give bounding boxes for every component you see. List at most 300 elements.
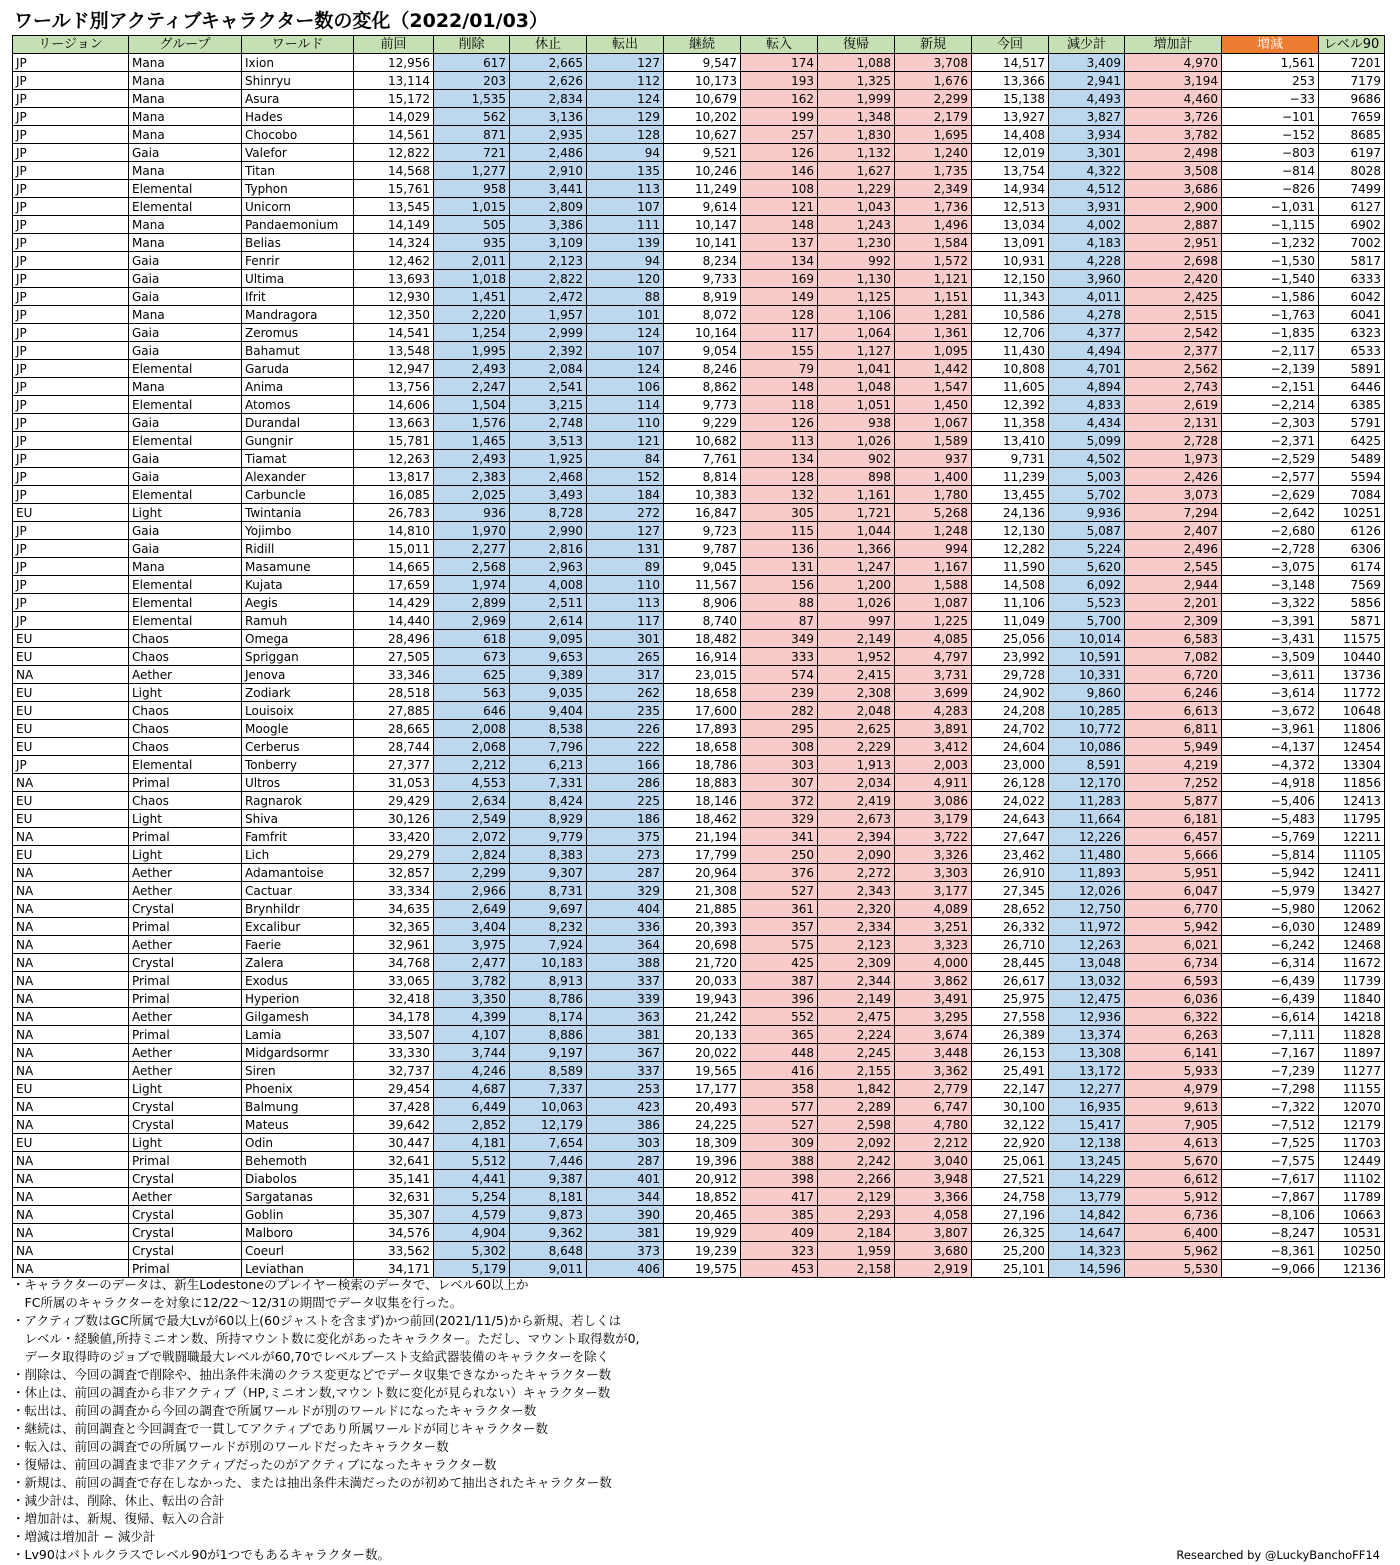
cell-group: Crystal (129, 954, 242, 972)
cell-increase-total: 6,181 (1125, 810, 1222, 828)
cell-transfer-in: 365 (741, 1026, 818, 1044)
cell-previous: 14,429 (354, 594, 434, 612)
cell-group: Mana (129, 162, 242, 180)
cell-deleted: 4,181 (434, 1134, 510, 1152)
cell-region: EU (13, 504, 129, 522)
cell-transfer-in: 396 (741, 990, 818, 1008)
cell-continued: 24,225 (664, 1116, 741, 1134)
cell-transfer-in: 417 (741, 1188, 818, 1206)
cell-new: 3,448 (895, 1044, 972, 1062)
cell-group: Gaia (129, 468, 242, 486)
cell-inactive: 2,665 (510, 54, 587, 72)
cell-decrease-total: 4,701 (1049, 360, 1125, 378)
cell-previous: 34,768 (354, 954, 434, 972)
cell-returned: 2,334 (818, 918, 895, 936)
cell-transfer-in: 113 (741, 432, 818, 450)
cell-level90: 11672 (1319, 954, 1385, 972)
cell-new: 1,248 (895, 522, 972, 540)
cell-increase-total: 5,670 (1125, 1152, 1222, 1170)
note-line: ・削除は、今回の調査で削除や、抽出条件未満のクラス変更などでデータ収集できなかったキャラクター数 (12, 1367, 612, 1382)
cell-transfer-in: 146 (741, 162, 818, 180)
cell-deleted: 2,477 (434, 954, 510, 972)
cell-transfer-out: 367 (587, 1044, 664, 1062)
note-line: データ取得時のジョブで戦闘職最大レベルが60,70でレベルブースト支給武器装備のキャラクターを除く (12, 1349, 610, 1364)
cell-current: 27,647 (972, 828, 1049, 846)
cell-transfer-out: 364 (587, 936, 664, 954)
table-body (13, 54, 1385, 1278)
cell-current: 24,643 (972, 810, 1049, 828)
cell-previous: 33,065 (354, 972, 434, 990)
cell-deleted: 5,302 (434, 1242, 510, 1260)
cell-transfer-in: 358 (741, 1080, 818, 1098)
cell-transfer-in: 121 (741, 198, 818, 216)
cell-new: 1,589 (895, 432, 972, 450)
cell-previous: 33,507 (354, 1026, 434, 1044)
cell-previous: 14,606 (354, 396, 434, 414)
cell-region: JP (13, 306, 129, 324)
cell-returned: 2,224 (818, 1026, 895, 1044)
cell-deleted: 625 (434, 666, 510, 684)
cell-inactive: 7,446 (510, 1152, 587, 1170)
table-row (13, 54, 1385, 72)
cell-level90: 11155 (1319, 1080, 1385, 1098)
cell-increase-total: 5,912 (1125, 1188, 1222, 1206)
col-header-previous: 前回 (354, 36, 434, 54)
cell-inactive: 2,963 (510, 558, 587, 576)
cell-transfer-out: 337 (587, 1062, 664, 1080)
cell-current: 27,196 (972, 1206, 1049, 1224)
cell-region: NA (13, 1008, 129, 1026)
cell-net-change: −2,139 (1222, 360, 1319, 378)
cell-previous: 33,562 (354, 1242, 434, 1260)
cell-current: 23,992 (972, 648, 1049, 666)
cell-transfer-in: 398 (741, 1170, 818, 1188)
cell-region: JP (13, 414, 129, 432)
cell-returned: 2,293 (818, 1206, 895, 1224)
cell-returned: 2,229 (818, 738, 895, 756)
cell-new: 2,349 (895, 180, 972, 198)
cell-previous: 14,561 (354, 126, 434, 144)
table-row (13, 162, 1385, 180)
cell-net-change: −826 (1222, 180, 1319, 198)
cell-current: 23,000 (972, 756, 1049, 774)
cell-deleted: 4,107 (434, 1026, 510, 1044)
cell-inactive: 7,796 (510, 738, 587, 756)
cell-net-change: −6,614 (1222, 1008, 1319, 1026)
cell-decrease-total: 13,779 (1049, 1188, 1125, 1206)
cell-deleted: 2,649 (434, 900, 510, 918)
cell-transfer-in: 349 (741, 630, 818, 648)
cell-inactive: 8,929 (510, 810, 587, 828)
cell-returned: 898 (818, 468, 895, 486)
cell-transfer-in: 128 (741, 468, 818, 486)
note-line: ・Lv90はバトルクラスでレベル90が1つでもあるキャラクター数。 (12, 1547, 391, 1562)
cell-world: Kujata (242, 576, 354, 594)
cell-current: 26,153 (972, 1044, 1049, 1062)
cell-previous: 14,568 (354, 162, 434, 180)
cell-increase-total: 2,498 (1125, 144, 1222, 162)
cell-previous: 32,961 (354, 936, 434, 954)
cell-net-change: −2,728 (1222, 540, 1319, 558)
cell-continued: 17,893 (664, 720, 741, 738)
cell-returned: 938 (818, 414, 895, 432)
cell-continued: 21,242 (664, 1008, 741, 1026)
cell-current: 26,910 (972, 864, 1049, 882)
cell-returned: 1,043 (818, 198, 895, 216)
cell-previous: 29,454 (354, 1080, 434, 1098)
cell-net-change: −1,835 (1222, 324, 1319, 342)
cell-transfer-out: 106 (587, 378, 664, 396)
cell-returned: 2,272 (818, 864, 895, 882)
cell-inactive: 3,109 (510, 234, 587, 252)
cell-increase-total: 2,951 (1125, 234, 1222, 252)
cell-increase-total: 2,426 (1125, 468, 1222, 486)
cell-inactive: 2,748 (510, 414, 587, 432)
cell-transfer-in: 199 (741, 108, 818, 126)
cell-deleted: 2,277 (434, 540, 510, 558)
cell-transfer-out: 127 (587, 54, 664, 72)
cell-inactive: 2,614 (510, 612, 587, 630)
cell-group: Crystal (129, 1242, 242, 1260)
cell-new: 4,797 (895, 648, 972, 666)
cell-previous: 13,693 (354, 270, 434, 288)
cell-new: 3,491 (895, 990, 972, 1008)
cell-net-change: −33 (1222, 90, 1319, 108)
cell-region: JP (13, 522, 129, 540)
cell-returned: 2,129 (818, 1188, 895, 1206)
cell-increase-total: 5,949 (1125, 738, 1222, 756)
cell-world: Ultima (242, 270, 354, 288)
cell-transfer-out: 127 (587, 522, 664, 540)
cell-deleted: 2,212 (434, 756, 510, 774)
cell-new: 994 (895, 540, 972, 558)
cell-new: 1,588 (895, 576, 972, 594)
cell-current: 12,513 (972, 198, 1049, 216)
cell-deleted: 935 (434, 234, 510, 252)
note-line: ・アクティブ数はGC所属で最大Lvが60以上(60ジャストを含まず)かつ前回(2021/11/5)から新規、若しくは (12, 1313, 622, 1328)
cell-world: Sargatanas (242, 1188, 354, 1206)
cell-returned: 1,041 (818, 360, 895, 378)
cell-level90: 7084 (1319, 486, 1385, 504)
cell-group: Elemental (129, 612, 242, 630)
cell-previous: 32,365 (354, 918, 434, 936)
cell-transfer-in: 387 (741, 972, 818, 990)
cell-new: 937 (895, 450, 972, 468)
cell-net-change: −3,322 (1222, 594, 1319, 612)
cell-inactive: 3,513 (510, 432, 587, 450)
cell-continued: 7,761 (664, 450, 741, 468)
cell-current: 25,491 (972, 1062, 1049, 1080)
cell-returned: 2,242 (818, 1152, 895, 1170)
cell-current: 11,343 (972, 288, 1049, 306)
cell-world: Omega (242, 630, 354, 648)
cell-previous: 14,541 (354, 324, 434, 342)
cell-group: Elemental (129, 594, 242, 612)
cell-increase-total: 2,728 (1125, 432, 1222, 450)
cell-group: Light (129, 504, 242, 522)
cell-decrease-total: 4,322 (1049, 162, 1125, 180)
cell-net-change: −2,214 (1222, 396, 1319, 414)
cell-transfer-out: 337 (587, 972, 664, 990)
cell-new: 1,067 (895, 414, 972, 432)
cell-deleted: 3,975 (434, 936, 510, 954)
cell-level90: 11739 (1319, 972, 1385, 990)
cell-continued: 8,246 (664, 360, 741, 378)
cell-current: 32,122 (972, 1116, 1049, 1134)
cell-transfer-in: 361 (741, 900, 818, 918)
cell-returned: 1,106 (818, 306, 895, 324)
cell-deleted: 721 (434, 144, 510, 162)
cell-inactive: 10,063 (510, 1098, 587, 1116)
cell-deleted: 617 (434, 54, 510, 72)
cell-level90: 13736 (1319, 666, 1385, 684)
col-header-level90: レベル90 (1319, 36, 1385, 54)
cell-group: Crystal (129, 1170, 242, 1188)
cell-world: Louisoix (242, 702, 354, 720)
cell-increase-total: 4,613 (1125, 1134, 1222, 1152)
cell-net-change: −6,242 (1222, 936, 1319, 954)
cell-current: 11,049 (972, 612, 1049, 630)
cell-transfer-out: 287 (587, 864, 664, 882)
cell-region: JP (13, 198, 129, 216)
cell-returned: 2,415 (818, 666, 895, 684)
cell-transfer-in: 257 (741, 126, 818, 144)
cell-transfer-out: 131 (587, 540, 664, 558)
cell-current: 13,366 (972, 72, 1049, 90)
cell-continued: 17,177 (664, 1080, 741, 1098)
cell-increase-total: 6,047 (1125, 882, 1222, 900)
cell-inactive: 9,404 (510, 702, 587, 720)
cell-continued: 20,022 (664, 1044, 741, 1062)
cell-region: JP (13, 396, 129, 414)
cell-decrease-total: 14,647 (1049, 1224, 1125, 1242)
cell-previous: 29,429 (354, 792, 434, 810)
cell-transfer-out: 423 (587, 1098, 664, 1116)
cell-world: Shiva (242, 810, 354, 828)
cell-net-change: −3,431 (1222, 630, 1319, 648)
cell-inactive: 2,472 (510, 288, 587, 306)
cell-current: 12,282 (972, 540, 1049, 558)
cell-transfer-out: 117 (587, 612, 664, 630)
cell-transfer-in: 357 (741, 918, 818, 936)
cell-previous: 28,496 (354, 630, 434, 648)
cell-decrease-total: 11,283 (1049, 792, 1125, 810)
cell-decrease-total: 9,860 (1049, 684, 1125, 702)
cell-region: NA (13, 918, 129, 936)
cell-level90: 6174 (1319, 558, 1385, 576)
cell-net-change: −1,540 (1222, 270, 1319, 288)
cell-deleted: 1,465 (434, 432, 510, 450)
cell-previous: 15,011 (354, 540, 434, 558)
cell-decrease-total: 11,893 (1049, 864, 1125, 882)
cell-decrease-total: 2,941 (1049, 72, 1125, 90)
table-row (13, 468, 1385, 486)
cell-deleted: 2,220 (434, 306, 510, 324)
cell-transfer-out: 135 (587, 162, 664, 180)
cell-increase-total: 4,979 (1125, 1080, 1222, 1098)
cell-world: Behemoth (242, 1152, 354, 1170)
cell-new: 1,780 (895, 486, 972, 504)
cell-current: 11,239 (972, 468, 1049, 486)
cell-transfer-in: 282 (741, 702, 818, 720)
cell-previous: 32,737 (354, 1062, 434, 1080)
cell-returned: 2,155 (818, 1062, 895, 1080)
cell-continued: 21,308 (664, 882, 741, 900)
cell-world: Bahamut (242, 342, 354, 360)
cell-inactive: 7,331 (510, 774, 587, 792)
cell-transfer-out: 381 (587, 1224, 664, 1242)
cell-net-change: −5,942 (1222, 864, 1319, 882)
table-row (13, 738, 1385, 756)
cell-region: JP (13, 576, 129, 594)
cell-world: Lich (242, 846, 354, 864)
cell-world: Zodiark (242, 684, 354, 702)
cell-region: EU (13, 630, 129, 648)
cell-level90: 12468 (1319, 936, 1385, 954)
col-header-deleted: 削除 (434, 36, 510, 54)
cell-returned: 1,243 (818, 216, 895, 234)
cell-net-change: −2,117 (1222, 342, 1319, 360)
cell-world: Ragnarok (242, 792, 354, 810)
cell-transfer-in: 115 (741, 522, 818, 540)
cell-deleted: 2,899 (434, 594, 510, 612)
cell-transfer-out: 94 (587, 144, 664, 162)
cell-continued: 19,239 (664, 1242, 741, 1260)
cell-net-change: −7,525 (1222, 1134, 1319, 1152)
cell-transfer-out: 120 (587, 270, 664, 288)
cell-transfer-out: 139 (587, 234, 664, 252)
col-header-inactive: 休止 (510, 36, 587, 54)
cell-transfer-in: 137 (741, 234, 818, 252)
cell-new: 3,295 (895, 1008, 972, 1026)
cell-net-change: −7,298 (1222, 1080, 1319, 1098)
cell-previous: 34,576 (354, 1224, 434, 1242)
col-header-increase-total: 増加計 (1125, 36, 1222, 54)
cell-region: JP (13, 216, 129, 234)
cell-inactive: 2,468 (510, 468, 587, 486)
cell-current: 14,508 (972, 576, 1049, 594)
cell-region: JP (13, 432, 129, 450)
cell-previous: 39,642 (354, 1116, 434, 1134)
cell-previous: 28,665 (354, 720, 434, 738)
cell-returned: 2,289 (818, 1098, 895, 1116)
cell-group: Aether (129, 1008, 242, 1026)
cell-current: 24,902 (972, 684, 1049, 702)
cell-world: Carbuncle (242, 486, 354, 504)
table-row (13, 1260, 1385, 1278)
cell-deleted: 5,254 (434, 1188, 510, 1206)
cell-previous: 12,930 (354, 288, 434, 306)
cell-net-change: −6,439 (1222, 972, 1319, 990)
table-row (13, 396, 1385, 414)
cell-group: Light (129, 810, 242, 828)
cell-transfer-in: 126 (741, 144, 818, 162)
cell-region: NA (13, 936, 129, 954)
cell-decrease-total: 3,960 (1049, 270, 1125, 288)
cell-deleted: 2,493 (434, 360, 510, 378)
cell-increase-total: 9,613 (1125, 1098, 1222, 1116)
cell-previous: 28,518 (354, 684, 434, 702)
cell-decrease-total: 13,032 (1049, 972, 1125, 990)
cell-previous: 32,641 (354, 1152, 434, 1170)
cell-previous: 27,377 (354, 756, 434, 774)
table-row (13, 270, 1385, 288)
cell-transfer-in: 134 (741, 450, 818, 468)
cell-level90: 5891 (1319, 360, 1385, 378)
cell-returned: 997 (818, 612, 895, 630)
cell-group: Elemental (129, 486, 242, 504)
cell-inactive: 9,873 (510, 1206, 587, 1224)
table-row (13, 1044, 1385, 1062)
cell-net-change: −7,111 (1222, 1026, 1319, 1044)
cell-group: Aether (129, 864, 242, 882)
cell-deleted: 2,247 (434, 378, 510, 396)
cell-increase-total: 2,496 (1125, 540, 1222, 558)
table-row (13, 990, 1385, 1008)
cell-transfer-out: 121 (587, 432, 664, 450)
cell-decrease-total: 10,331 (1049, 666, 1125, 684)
cell-deleted: 203 (434, 72, 510, 90)
cell-deleted: 505 (434, 216, 510, 234)
cell-deleted: 1,576 (434, 414, 510, 432)
cell-net-change: −8,361 (1222, 1242, 1319, 1260)
cell-inactive: 2,392 (510, 342, 587, 360)
cell-decrease-total: 4,434 (1049, 414, 1125, 432)
cell-decrease-total: 14,842 (1049, 1206, 1125, 1224)
cell-returned: 1,229 (818, 180, 895, 198)
cell-increase-total: 3,194 (1125, 72, 1222, 90)
cell-group: Primal (129, 828, 242, 846)
cell-world: Mateus (242, 1116, 354, 1134)
cell-level90: 11102 (1319, 1170, 1385, 1188)
cell-returned: 2,034 (818, 774, 895, 792)
cell-new: 3,674 (895, 1026, 972, 1044)
cell-level90: 12070 (1319, 1098, 1385, 1116)
cell-new: 1,695 (895, 126, 972, 144)
cell-previous: 13,114 (354, 72, 434, 90)
cell-group: Gaia (129, 342, 242, 360)
cell-current: 12,150 (972, 270, 1049, 288)
cell-decrease-total: 10,014 (1049, 630, 1125, 648)
cell-decrease-total: 12,226 (1049, 828, 1125, 846)
cell-region: NA (13, 1242, 129, 1260)
cell-level90: 13304 (1319, 756, 1385, 774)
cell-returned: 1,952 (818, 648, 895, 666)
cell-level90: 11806 (1319, 720, 1385, 738)
note-line: ・増加計は、新規、復帰、転入の合計 (12, 1511, 225, 1526)
cell-group: Aether (129, 666, 242, 684)
table-row (13, 306, 1385, 324)
cell-increase-total: 2,515 (1125, 306, 1222, 324)
cell-group: Crystal (129, 1224, 242, 1242)
cell-world: Balmung (242, 1098, 354, 1116)
cell-previous: 33,334 (354, 882, 434, 900)
cell-returned: 1,130 (818, 270, 895, 288)
cell-deleted: 1,015 (434, 198, 510, 216)
cell-transfer-in: 149 (741, 288, 818, 306)
cell-increase-total: 6,593 (1125, 972, 1222, 990)
cell-decrease-total: 3,931 (1049, 198, 1125, 216)
cell-level90: 12413 (1319, 792, 1385, 810)
cell-transfer-in: 333 (741, 648, 818, 666)
cell-transfer-out: 222 (587, 738, 664, 756)
cell-continued: 21,194 (664, 828, 741, 846)
cell-decrease-total: 3,934 (1049, 126, 1125, 144)
cell-world: Aegis (242, 594, 354, 612)
cell-decrease-total: 12,170 (1049, 774, 1125, 792)
cell-decrease-total: 13,374 (1049, 1026, 1125, 1044)
cell-transfer-out: 107 (587, 342, 664, 360)
